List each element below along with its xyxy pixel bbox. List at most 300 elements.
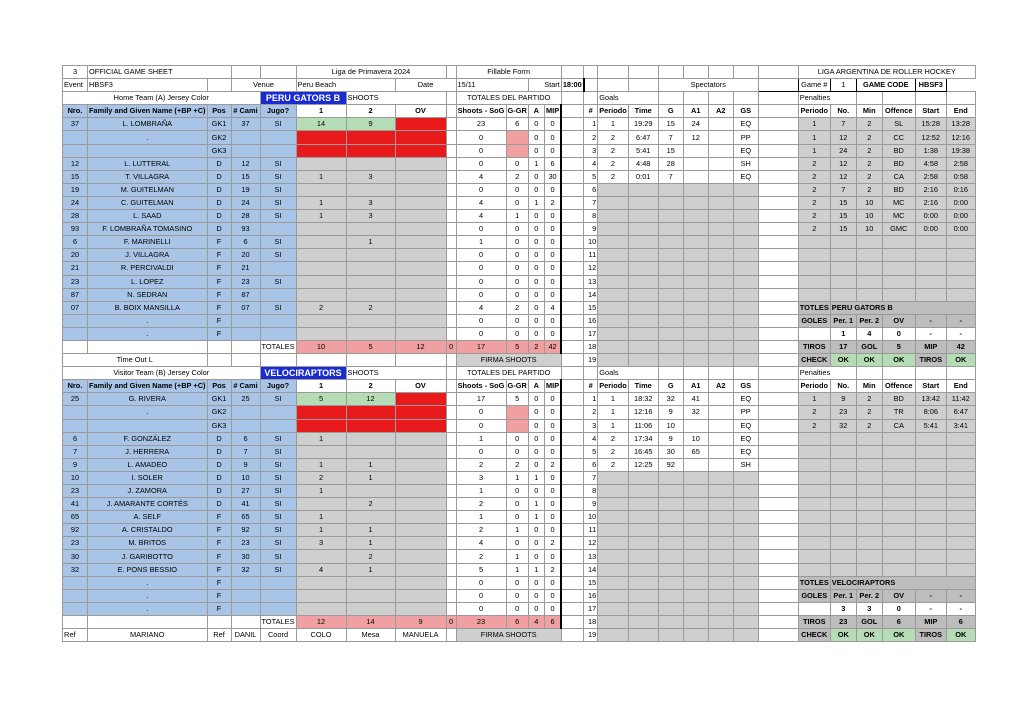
shots-sog: 0: [456, 576, 506, 589]
shots-ov[interactable]: [395, 432, 446, 445]
player-jersey: 23: [231, 275, 260, 288]
shots-period-2[interactable]: [346, 406, 395, 419]
timeout-label: Time Out L: [63, 354, 208, 367]
goal-situation: EQ: [733, 432, 758, 445]
totales-ov: 0: [446, 615, 456, 628]
separator: [758, 196, 798, 209]
shots-period-2[interactable]: [346, 183, 395, 196]
shots-sog: 0: [456, 144, 506, 157]
shots-period-1[interactable]: 4: [296, 563, 346, 576]
spectators-value[interactable]: [758, 79, 798, 92]
player-played: SI: [260, 537, 296, 550]
col-mip: MIP: [544, 380, 561, 393]
penalty-period: 2: [798, 419, 830, 432]
player-name: L. AMADEO: [88, 458, 208, 471]
shots-period-2[interactable]: [346, 131, 395, 144]
row-number: 15: [584, 576, 598, 589]
penalty-minutes: 2: [856, 144, 882, 157]
summary-dash: -: [946, 327, 975, 340]
shots-period-2[interactable]: [346, 327, 395, 340]
empty-cell: [628, 589, 658, 602]
player-name: .: [88, 314, 208, 327]
penalty-start: 4:58: [915, 157, 946, 170]
shots-ov[interactable]: [395, 419, 446, 432]
empty-cell: [733, 576, 758, 589]
shots-ov[interactable]: [395, 131, 446, 144]
assists: 0: [528, 131, 544, 144]
separator: [561, 602, 583, 615]
shots-period-1[interactable]: 1: [296, 458, 346, 471]
empty-cell: [946, 432, 975, 445]
mip: 0: [544, 576, 561, 589]
col-periodo: Periodo: [598, 380, 629, 393]
shots-period-2[interactable]: [346, 249, 395, 262]
shots-period-2[interactable]: 1: [346, 563, 395, 576]
penalty-offence: BD: [882, 393, 915, 406]
shots-period-1[interactable]: 1: [296, 524, 346, 537]
sheet-row: [63, 236, 976, 249]
player-position: D: [207, 170, 231, 183]
shots-ov[interactable]: [395, 170, 446, 183]
shots-period-1[interactable]: [296, 419, 346, 432]
player-jersey: 32: [231, 563, 260, 576]
shots-ov[interactable]: [395, 406, 446, 419]
empty-cell: [830, 432, 856, 445]
shots-ov[interactable]: [395, 524, 446, 537]
shots-period-2[interactable]: [346, 511, 395, 524]
goal-scorer: 9: [658, 432, 683, 445]
shots-period-2[interactable]: 2: [346, 550, 395, 563]
player-played: [260, 327, 296, 340]
shots-ov[interactable]: [395, 314, 446, 327]
player-position: D: [207, 196, 231, 209]
player-played: SI: [260, 511, 296, 524]
shots-period-1[interactable]: [296, 157, 346, 170]
empty-cell: [628, 602, 658, 615]
shots-ov[interactable]: [395, 563, 446, 576]
empty-cell: [658, 314, 683, 327]
shots-period-2[interactable]: [346, 275, 395, 288]
mip: 0: [544, 210, 561, 223]
separator: [561, 236, 583, 249]
empty-cell: [882, 92, 915, 105]
penalty-minutes: 2: [856, 419, 882, 432]
totales-p1: 5: [346, 340, 395, 353]
shots-period-2[interactable]: [346, 576, 395, 589]
assists: 0: [528, 314, 544, 327]
penalty-player: 9: [830, 393, 856, 406]
shots-period-2[interactable]: [346, 314, 395, 327]
empty-cell: [856, 537, 882, 550]
penalty-offence: GMC: [882, 223, 915, 236]
empty-cell: [658, 301, 683, 314]
empty-cell: [798, 550, 830, 563]
empty-cell: [798, 445, 830, 458]
assists: 0: [528, 249, 544, 262]
mip: 0: [544, 511, 561, 524]
shots-period-2[interactable]: 3: [346, 196, 395, 209]
shots-ov[interactable]: [395, 576, 446, 589]
shots-period-2[interactable]: 12: [346, 393, 395, 406]
player-number: 07: [63, 301, 88, 314]
shots-period-1[interactable]: 2: [296, 301, 346, 314]
empty-cell: [446, 445, 456, 458]
shots-period-2[interactable]: [346, 419, 395, 432]
shots-period-1[interactable]: [296, 602, 346, 615]
empty-cell: [733, 511, 758, 524]
penalty-end: 3:41: [946, 419, 975, 432]
team-name: VELOCIRAPTORS: [260, 367, 346, 380]
empty-cell: [446, 524, 456, 537]
empty-cell: [915, 432, 946, 445]
goal-scorer: 7: [658, 170, 683, 183]
goal-time: 12:25: [628, 458, 658, 471]
shots-ov[interactable]: [395, 327, 446, 340]
sheet-row: [63, 301, 976, 314]
sheet-row: [63, 602, 976, 615]
shots-ov[interactable]: [395, 288, 446, 301]
empty-cell: [658, 327, 683, 340]
empty-cell: [446, 563, 456, 576]
shots-period-1[interactable]: [296, 498, 346, 511]
shots-ov[interactable]: [395, 602, 446, 615]
assists: 0: [528, 210, 544, 223]
empty-cell: [683, 223, 708, 236]
sheet-row: [63, 419, 976, 432]
empty-cell: [598, 537, 629, 550]
player-played: SI: [260, 249, 296, 262]
player-name: C. GUITELMAN: [88, 196, 208, 209]
shots-period-1[interactable]: [296, 327, 346, 340]
empty-cell: [658, 367, 683, 380]
player-number: [63, 406, 88, 419]
shots-ov[interactable]: [395, 196, 446, 209]
shots-ov[interactable]: [395, 249, 446, 262]
sheet-title: OFFICIAL GAME SHEET: [88, 66, 232, 79]
shots-ov[interactable]: [395, 183, 446, 196]
empty-cell: [658, 183, 683, 196]
mesa-label: Mesa: [346, 629, 395, 642]
shots-period-1[interactable]: 1: [296, 511, 346, 524]
empty-cell: [733, 563, 758, 576]
penalty-start: 1:38: [915, 144, 946, 157]
empty-cell: [628, 615, 658, 628]
shots-period-1[interactable]: 1: [296, 170, 346, 183]
separator: [758, 485, 798, 498]
mip: 0: [544, 393, 561, 406]
goals-gr: 0: [506, 262, 528, 275]
player-played: SI: [260, 563, 296, 576]
shots-ov[interactable]: [395, 210, 446, 223]
summary-dash: -: [915, 327, 946, 340]
empty-cell: [395, 354, 446, 367]
col-a2: A2: [708, 105, 733, 118]
empty-cell: [733, 223, 758, 236]
player-name: J. GARIBOTTO: [88, 550, 208, 563]
shots-period-1[interactable]: [296, 249, 346, 262]
separator: [561, 524, 583, 537]
separator: [758, 589, 798, 602]
player-name: [88, 419, 208, 432]
shots-period-2[interactable]: [346, 288, 395, 301]
player-position: D: [207, 485, 231, 498]
separator: [758, 236, 798, 249]
federation-name: LIGA ARGENTINA DE ROLLER HOCKEY: [798, 66, 975, 79]
player-number: 92: [63, 524, 88, 537]
shots-period-1[interactable]: 1: [296, 196, 346, 209]
empty-cell: [733, 602, 758, 615]
empty-cell: [683, 236, 708, 249]
start-value: 18:00: [561, 79, 583, 92]
shots-period-2[interactable]: 1: [346, 537, 395, 550]
shots-ov[interactable]: [395, 471, 446, 484]
player-jersey: [231, 419, 260, 432]
shots-period-2[interactable]: 1: [346, 524, 395, 537]
player-jersey: 6: [231, 236, 260, 249]
shots-period-2[interactable]: 3: [346, 170, 395, 183]
player-position: D: [207, 157, 231, 170]
empty-cell: [708, 589, 733, 602]
col-cami: # Cami: [231, 105, 260, 118]
shots-period-1[interactable]: [296, 131, 346, 144]
player-played: [260, 576, 296, 589]
empty-cell: [628, 288, 658, 301]
player-jersey: 25: [231, 393, 260, 406]
empty-cell: [584, 79, 598, 92]
empty-cell: [758, 66, 798, 79]
shots-ov[interactable]: [395, 550, 446, 563]
summary-goals-p2: 3: [856, 602, 882, 615]
shots-period-2[interactable]: [346, 589, 395, 602]
empty-cell: [658, 354, 683, 367]
empty-cell: [446, 66, 456, 79]
penalty-start: 2:16: [915, 196, 946, 209]
goal-situation: EQ: [733, 118, 758, 131]
player-name: J. ZAMORA: [88, 485, 208, 498]
shots-period-2[interactable]: [346, 602, 395, 615]
player-jersey: 93: [231, 223, 260, 236]
sheet-row: [63, 458, 976, 471]
empty-cell: [260, 66, 296, 79]
totales-partido-header: TOTALES DEL PARTIDO: [456, 367, 561, 380]
empty-cell: [915, 262, 946, 275]
shots-period-2[interactable]: [346, 262, 395, 275]
empty-cell: [733, 537, 758, 550]
row-number: 18: [584, 340, 598, 353]
player-jersey: [231, 327, 260, 340]
shots-period-2[interactable]: [346, 485, 395, 498]
shots-ov[interactable]: [395, 485, 446, 498]
empty-cell: [598, 236, 629, 249]
shots-ov[interactable]: [395, 498, 446, 511]
goals-gr: 1: [506, 471, 528, 484]
player-number: 93: [63, 223, 88, 236]
player-jersey: 27: [231, 485, 260, 498]
separator: [561, 511, 583, 524]
shots-ov[interactable]: [395, 537, 446, 550]
row-number: 11: [584, 249, 598, 262]
shots-ov[interactable]: [395, 236, 446, 249]
shots-period-2[interactable]: 2: [346, 301, 395, 314]
shots-ov[interactable]: [395, 275, 446, 288]
empty-cell: [733, 524, 758, 537]
row-number: 19: [584, 629, 598, 642]
shots-period-1[interactable]: 1: [296, 432, 346, 445]
empty-cell: [733, 327, 758, 340]
player-played: SI: [260, 301, 296, 314]
shots-ov[interactable]: [395, 118, 446, 131]
goal-situation: EQ: [733, 393, 758, 406]
shots-period-2[interactable]: 1: [346, 471, 395, 484]
empty-cell: [830, 524, 856, 537]
empty-cell: [658, 602, 683, 615]
shots-period-2[interactable]: [346, 432, 395, 445]
shots-ov[interactable]: [395, 301, 446, 314]
shots-period-1[interactable]: [296, 183, 346, 196]
shots-period-1[interactable]: 1: [296, 485, 346, 498]
empty-cell: [446, 314, 456, 327]
shots-period-1[interactable]: [296, 314, 346, 327]
shots-period-1[interactable]: [296, 445, 346, 458]
goals-gr: 2: [506, 301, 528, 314]
empty-cell: [882, 432, 915, 445]
empty-cell: [683, 354, 708, 367]
totales-label: TOTALES: [260, 340, 296, 353]
shots-period-2[interactable]: 9: [346, 118, 395, 131]
separator: [758, 576, 798, 589]
col-a2: A2: [708, 380, 733, 393]
shots-period-2[interactable]: 2: [346, 498, 395, 511]
shots-ov[interactable]: [395, 445, 446, 458]
player-name: .: [88, 131, 208, 144]
totales-a: 2: [528, 340, 544, 353]
goal-assist-2: [708, 170, 733, 183]
shots-ov[interactable]: [395, 144, 446, 157]
goals-gr: [506, 419, 528, 432]
player-name: A. SELF: [88, 511, 208, 524]
goals-gr: 0: [506, 275, 528, 288]
sheet-row: [63, 223, 976, 236]
shots-period-1[interactable]: [296, 223, 346, 236]
totales-count: 12: [296, 615, 346, 628]
empty-cell: [446, 471, 456, 484]
empty-cell: [708, 262, 733, 275]
empty-cell: [798, 458, 830, 471]
empty-cell: [946, 236, 975, 249]
summary-goals-p1: 3: [830, 602, 856, 615]
shots-ov[interactable]: [395, 393, 446, 406]
shots-period-1[interactable]: [296, 288, 346, 301]
col-g: G: [658, 380, 683, 393]
row-number: 1: [584, 118, 598, 131]
shots-period-2[interactable]: [346, 144, 395, 157]
shots-ov[interactable]: [395, 458, 446, 471]
shots-period-1[interactable]: [296, 144, 346, 157]
separator: [561, 275, 583, 288]
shots-period-1[interactable]: 14: [296, 118, 346, 131]
shots-ov[interactable]: [395, 223, 446, 236]
shots-period-2[interactable]: [346, 157, 395, 170]
shots-period-1[interactable]: [296, 262, 346, 275]
shots-period-1[interactable]: [296, 576, 346, 589]
player-name: J. HERRERA: [88, 445, 208, 458]
shots-period-2[interactable]: 3: [346, 210, 395, 223]
empty-cell: [598, 563, 629, 576]
shots-period-1[interactable]: [296, 275, 346, 288]
separator: [758, 550, 798, 563]
separator: [561, 327, 583, 340]
empty-cell: [658, 471, 683, 484]
shots-period-1[interactable]: 5: [296, 393, 346, 406]
separator: [561, 485, 583, 498]
mip: 0: [544, 131, 561, 144]
empty-cell: [915, 458, 946, 471]
separator: [758, 419, 798, 432]
goal-assist-2: [708, 419, 733, 432]
shots-period-2[interactable]: [346, 223, 395, 236]
shots-period-1[interactable]: [296, 550, 346, 563]
player-number: [63, 327, 88, 340]
empty-cell: [830, 249, 856, 262]
shots-ov[interactable]: [395, 511, 446, 524]
sheet-row: [63, 524, 976, 537]
shots-period-1[interactable]: [296, 236, 346, 249]
separator: [758, 445, 798, 458]
shots-period-1[interactable]: [296, 589, 346, 602]
empty-cell: [856, 432, 882, 445]
player-position: F: [207, 563, 231, 576]
shots-period-1[interactable]: 2: [296, 471, 346, 484]
player-position: F: [207, 314, 231, 327]
empty-cell: [446, 288, 456, 301]
shots-period-1[interactable]: 3: [296, 537, 346, 550]
empty-cell: [628, 236, 658, 249]
player-name: .: [88, 602, 208, 615]
summary-check: CHECK: [798, 354, 830, 367]
event-label: Event: [63, 79, 88, 92]
sheet-row: [63, 615, 976, 628]
shots-period-1[interactable]: 1: [296, 210, 346, 223]
shots-period-2[interactable]: 1: [346, 458, 395, 471]
empty-cell: [830, 445, 856, 458]
shots-period-2[interactable]: [346, 445, 395, 458]
shots-sog: 0: [456, 419, 506, 432]
shots-period-1[interactable]: [296, 406, 346, 419]
penalty-player: 15: [830, 223, 856, 236]
shots-ov[interactable]: [395, 262, 446, 275]
empty-cell: [598, 340, 629, 353]
shots-ov[interactable]: [395, 157, 446, 170]
empty-cell: [561, 66, 583, 79]
shots-period-2[interactable]: 1: [346, 236, 395, 249]
shots-sog: 0: [456, 275, 506, 288]
empty-cell: [658, 550, 683, 563]
empty-cell: [446, 498, 456, 511]
empty-cell: [830, 537, 856, 550]
separator: [758, 262, 798, 275]
player-number: [63, 589, 88, 602]
player-number: 9: [63, 458, 88, 471]
goal-assist-2: [708, 157, 733, 170]
summary-tiros2: TIROS: [915, 354, 946, 367]
totales-mip: 6: [544, 615, 561, 628]
player-position: F: [207, 275, 231, 288]
sheet-row: [63, 327, 976, 340]
mip: 0: [544, 262, 561, 275]
goal-scorer: 32: [658, 393, 683, 406]
empty-cell: [446, 576, 456, 589]
shots-ov[interactable]: [395, 589, 446, 602]
